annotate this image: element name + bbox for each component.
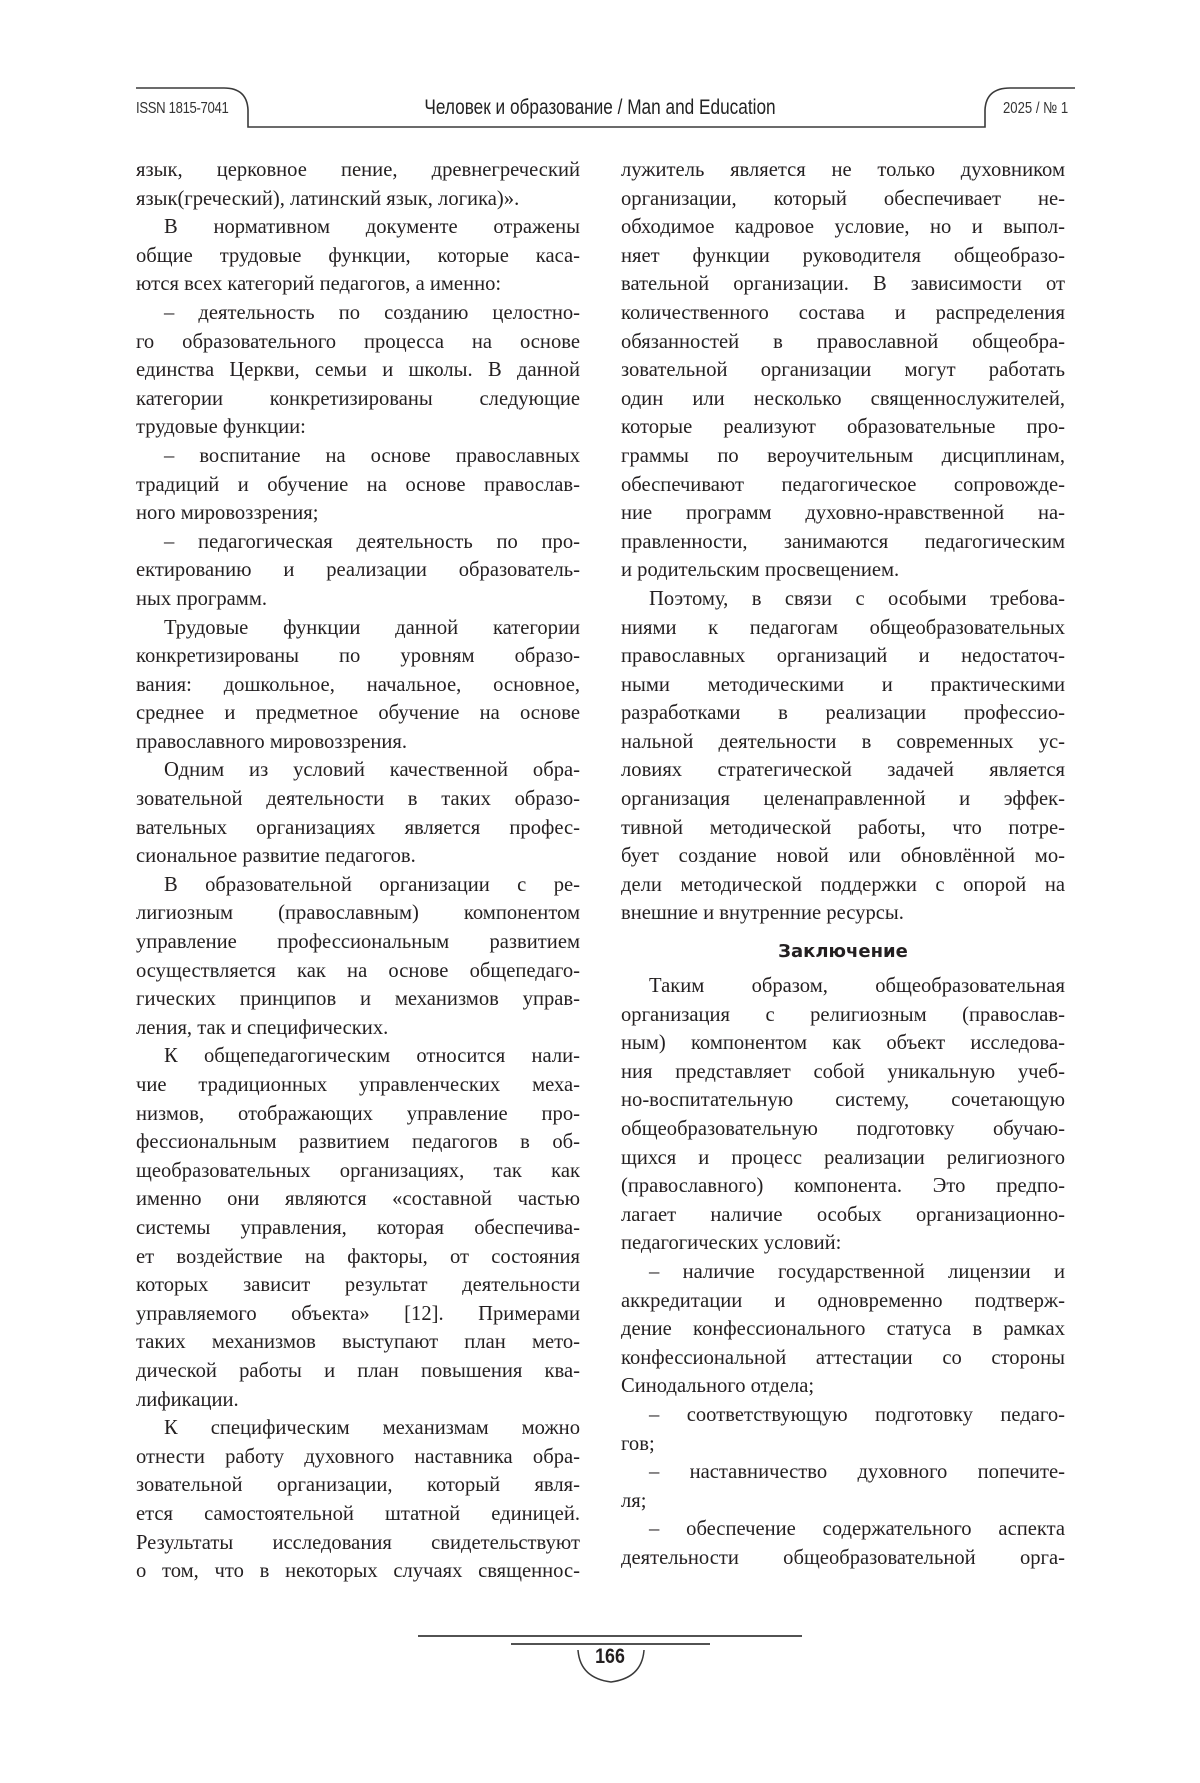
text-line: именно они являются «составной частью <box>136 1188 580 1211</box>
text-line: дической работы и план повышения ква- <box>136 1359 580 1382</box>
right-column-body-before-heading <box>621 156 1065 928</box>
text-line: сиональное развитие педагогов. <box>136 845 416 868</box>
text-line: и родительским просвещением. <box>621 559 900 582</box>
page-number: 166 <box>595 1645 625 1668</box>
text-line: конфессиональной аттестации со стороны <box>621 1346 1065 1369</box>
text-line: – наличие государственной лицензии и <box>649 1260 1065 1283</box>
text-line: организация целенаправленной и эффек- <box>621 788 1065 811</box>
text-line: ниями к педагогам общеобразовательных <box>621 616 1065 639</box>
text-line: среднее и предметное обучение на основе <box>136 702 580 725</box>
text-line: обеспечивают педагогическое сопровожде- <box>621 473 1065 496</box>
issn-label: ISSN 1815-7041 <box>136 100 229 117</box>
text-line: – воспитание на основе православных <box>164 444 580 467</box>
text-line: организации, который обеспечивает не- <box>621 187 1065 210</box>
text-line: Одним из условий качественной обра- <box>164 759 580 782</box>
right-text-column <box>621 156 1065 1573</box>
text-line: обходимое кадровое условие, но и выпол- <box>621 216 1065 239</box>
right-column-body-conclusion <box>621 972 1065 1572</box>
text-line: зовательной организации могут работать <box>621 359 1065 382</box>
text-line: щихся и процесс реализации религиозного <box>621 1146 1065 1169</box>
text-line: – наставничество духовного попечите- <box>649 1461 1065 1484</box>
left-text-column <box>136 156 580 1586</box>
text-line: го образовательного процесса на основе <box>136 330 580 353</box>
text-line: дели методической поддержки с опорой на <box>621 873 1065 896</box>
text-line: ловиях стратегической задачей является <box>621 759 1065 782</box>
text-line: (православного) компонента. Это предпо- <box>621 1175 1065 1198</box>
text-line: К общепедагогическим относится нали- <box>164 1045 580 1068</box>
text-line: ния представляет собой уникальную учеб- <box>621 1060 1065 1083</box>
text-line: гов; <box>621 1432 655 1455</box>
text-line: единства Церкви, семьи и школы. В данной <box>136 359 580 382</box>
text-line: В образовательной организации с ре- <box>164 873 580 896</box>
text-line: нальной деятельности в современных ус- <box>621 730 1065 753</box>
text-line: один или несколько священнослужителей, <box>621 387 1065 410</box>
text-line: зовательной деятельности в таких образо- <box>136 788 580 811</box>
text-line: вательной организации. В зависимости от <box>621 273 1065 296</box>
text-line: ных программ. <box>136 587 268 610</box>
text-line: педагогических условий: <box>621 1232 842 1255</box>
text-line: вания: дошкольное, начальное, основное, <box>136 673 580 696</box>
journal-title: Человек и образование / Man and Education <box>424 96 776 119</box>
text-line: осуществляется как на основе общепедаго- <box>136 959 580 982</box>
text-line: которые реализуют образовательные про- <box>621 416 1065 439</box>
text-line: о том, что в некоторых случаях священнос- <box>136 1560 580 1583</box>
text-line: язык, церковное пение, древнегреческий <box>136 159 580 181</box>
text-line: ет воздействие на факторы, от состояния <box>136 1245 580 1268</box>
text-line: – обеспечение содержательного аспекта <box>649 1518 1065 1541</box>
text-line: но-воспитательную систему, сочетающую <box>621 1089 1065 1112</box>
text-line: ными методическими и практическими <box>621 673 1065 696</box>
text-line: Трудовые функции данной категории <box>164 616 580 639</box>
text-line: ного мировоззрения; <box>136 502 319 525</box>
text-line: щеобразовательных организациях, так как <box>136 1159 580 1182</box>
text-line: ля; <box>621 1489 647 1512</box>
text-line: ется самостоятельной штатной единицей. <box>136 1502 580 1525</box>
text-line: Таким образом, общеобразовательная <box>649 975 1065 998</box>
text-line: ектированию и реализации образователь- <box>136 559 580 582</box>
text-line: В нормативном документе отражены <box>164 216 580 239</box>
text-line: общие трудовые функции, которые каса- <box>136 244 580 267</box>
text-line: ления, так и специфических. <box>136 1016 389 1039</box>
text-line: категории конкретизированы следующие <box>136 387 580 410</box>
text-line: внешние и внутренние ресурсы. <box>621 902 904 925</box>
text-line: – педагогическая деятельность по про- <box>164 530 580 553</box>
text-line: традиций и обучение на основе православ- <box>136 473 580 496</box>
text-line: лагает наличие особых организационно- <box>621 1203 1065 1226</box>
text-line: организация с религиозным (православ- <box>621 1003 1065 1026</box>
text-line: обязанностей в православной общеобра- <box>621 330 1065 353</box>
section-heading-conclusion: Заключение <box>778 941 908 963</box>
text-line: няет функции руководителя общеобразо- <box>621 244 1065 267</box>
running-header <box>0 0 1200 140</box>
text-line: – соответствующую подготовку педаго- <box>649 1403 1065 1426</box>
text-line: лификации. <box>136 1388 239 1411</box>
text-line: вательных организациях является профес- <box>136 816 580 839</box>
text-line: ются всех категорий педагогов, а именно: <box>136 273 502 296</box>
text-line: чие традиционных управленческих меха- <box>136 1074 580 1096</box>
text-line: К специфическим механизмам можно <box>164 1417 580 1440</box>
text-line: количественного состава и распределения <box>621 301 1065 324</box>
text-line: Синодального отдела; <box>621 1375 815 1398</box>
text-line: православного мировоззрения. <box>136 730 407 753</box>
text-line: тивной методической работы, что потре- <box>621 816 1065 839</box>
text-line: деятельности общеобразовательной орга- <box>621 1546 1065 1569</box>
issue-label: 2025 / № 1 <box>1003 100 1069 117</box>
text-line: которых зависит результат деятельности <box>136 1274 580 1297</box>
text-line: трудовые функции: <box>136 416 306 439</box>
text-line: системы управления, которая обеспечива- <box>136 1216 580 1239</box>
text-line: разработками в реализации профессио- <box>621 702 1065 725</box>
text-line: лужитель является не только духовником <box>621 159 1065 181</box>
text-line: низмов, отображающих управление про- <box>136 1102 580 1125</box>
text-line: правленности, занимаются педагогическим <box>621 530 1065 553</box>
text-line: ным) компонентом как объект исследова- <box>621 1032 1065 1055</box>
text-line: гических принципов и механизмов управ- <box>136 988 580 1011</box>
text-line: граммы по вероучительным дисциплинам, <box>621 444 1065 467</box>
text-line: – деятельность по созданию целостно- <box>164 301 580 324</box>
text-line: общеобразовательную подготовку обучаю- <box>621 1118 1065 1140</box>
text-line: лигиозным (православным) компонентом <box>136 902 580 925</box>
text-line: управляемого объекта» [12]. Примерами <box>136 1302 580 1325</box>
text-line: бует создание новой или обновлённой мо- <box>621 845 1065 868</box>
text-line: таких механизмов выступают план мето- <box>136 1331 580 1354</box>
text-line: зовательной организации, который явля- <box>136 1474 580 1497</box>
text-line: язык(греческий), латинский язык, логика)». <box>136 187 520 210</box>
text-line: фессиональным развитием педагогов в об- <box>136 1131 580 1154</box>
text-line: Результаты исследования свидетельствуют <box>136 1531 580 1554</box>
text-line: Поэтому, в связи с особыми требова- <box>649 587 1065 610</box>
text-line: отнести работу духовного наставника обра- <box>136 1445 580 1468</box>
text-line: конкретизированы по уровням образо- <box>136 645 580 668</box>
text-line: управление профессиональным развитием <box>136 931 580 954</box>
text-line: ние программ духовно-нравственной на- <box>621 502 1065 525</box>
text-line: православных организаций и недостаточ- <box>621 645 1065 668</box>
text-line: дение конфессионального статуса в рамках <box>621 1318 1065 1341</box>
text-line: аккредитации и одновременно подтверж- <box>621 1289 1065 1312</box>
